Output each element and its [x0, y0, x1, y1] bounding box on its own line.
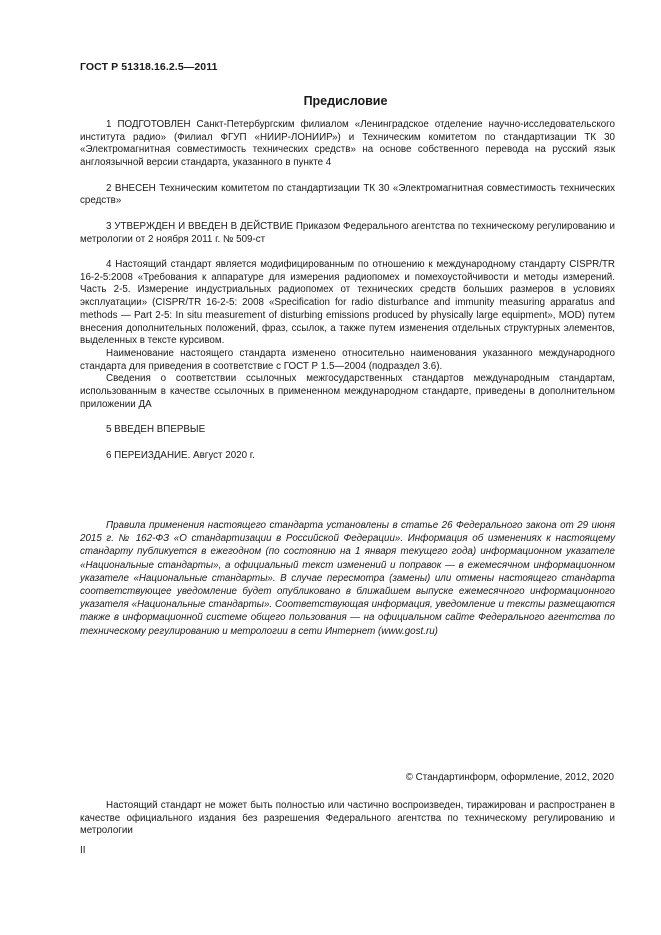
- page-number: II: [80, 845, 86, 856]
- standard-code: ГОСТ Р 51318.16.2.5—2011: [80, 61, 218, 73]
- page-title: [0, 92, 661, 110]
- paragraph-introduced: 2 ВНЕСЕН Техническим комитетом по стандартизации ТК 30 «Электромагнитная совместимость технических средств»: [80, 182, 615, 207]
- paragraph-approved: 3 УТВЕРЖДЕН И ВВЕДЕН В ДЕЙСТВИЕ Приказом Федерального агентства по техническому регулированию и метрологии от 2 ноября 2011 г. № 509-ст: [80, 220, 615, 245]
- application-rules-note: Правила применения настоящего стандарта установлены в статье 26 Федерального закона от 29 июня 2015 г. № 162-ФЗ «О стандартизации в Российской Федерации». Информация об изменениях к настоящему стандарту публикуется в ежегодном (по состоянию на 1 января текущего года) информационном указателе «Национальные стандарты», а официальный текст изменений и поправок — в ежемесячном информационном указателе «Национальные стандарты». В случае пересмотра (замены) или отмены настоящего стандарта соответствующее уведомление будет опубликовано в ближайшем выпуске ежемесячного информационного указателя «Национальные стандарты». Соответствующая информация, уведомление и тексты размещаются также в информационной системе общего пользования — на официальном сайте Федерального агентства по техническому регулированию и метрологии в сети Интернет (www.gost.ru): [80, 520, 615, 637]
- paragraph-first-introduced: 5 ВВЕДЕН ВПЕРВЫЕ: [106, 424, 206, 436]
- reproduction-notice: Настоящий стандарт не может быть полностью или частично воспроизведен, тиражирован и распространен в качестве официального издания без разрешения Федерального агентства по техническому регулированию и метрологии: [80, 800, 615, 837]
- preface-body: [80, 119, 615, 462]
- copyright-line: © Стандартинформ, оформление, 2012, 2020: [405, 772, 614, 783]
- paragraph-modified: 4 Настоящий стандарт является модифицированным по отношению к международному стандарту CISPR/TR 16-2-5:2008 «Требования к аппаратуре для измерения радиопомех и помехоустойчивости и методы измерений. Часть 2-5. Измерение индустриальных радиопомех от технических средств больших размеров в условиях эксплуатации» (CISPR/TR 16-2-5: 2008 «Specification for radio disturbance and immunity measuring apparatus and methods — Part 2-5: In situ measurement of disturbing emissions produced by physically large equipment», MOD) путем внесения дополнительных положений, фраз, ссылок, а также путем изменения отдельных структурных элементов, выделенных в тексте курсивом.: [80, 259, 615, 347]
- paragraph-references: Сведения о соответствии ссылочных межгосударственных стандартов международным стандартам, использованным в качестве ссылочных в примененном международном стандарте, приведены в дополнительном приложении ДА: [80, 373, 615, 410]
- paragraph-reissue: 6 ПЕРЕИЗДАНИЕ. Август 2020 г.: [106, 449, 255, 461]
- paragraph-prepared: 1 ПОДГОТОВЛЕН Санкт-Петербургским филиалом «Ленинградское отделение научно-исследовательского института радио» (Филиал ФГУП «НИИР-ЛОНИИР») и Техническим комитетом по стандартизации ТК 30 «Электромагнитная совместимость технических средств» на основе собственного перевода на русский язык англоязычной версии стандарта, указанного в пункте 4: [80, 119, 615, 169]
- paragraph-name-changed: Наименование настоящего стандарта изменено относительно наименования указанного международного стандарта для приведения в соответствие с ГОСТ Р 1.5—2004 (подраздел 3.6).: [80, 347, 615, 372]
- title-text: Предисловие: [303, 94, 388, 108]
